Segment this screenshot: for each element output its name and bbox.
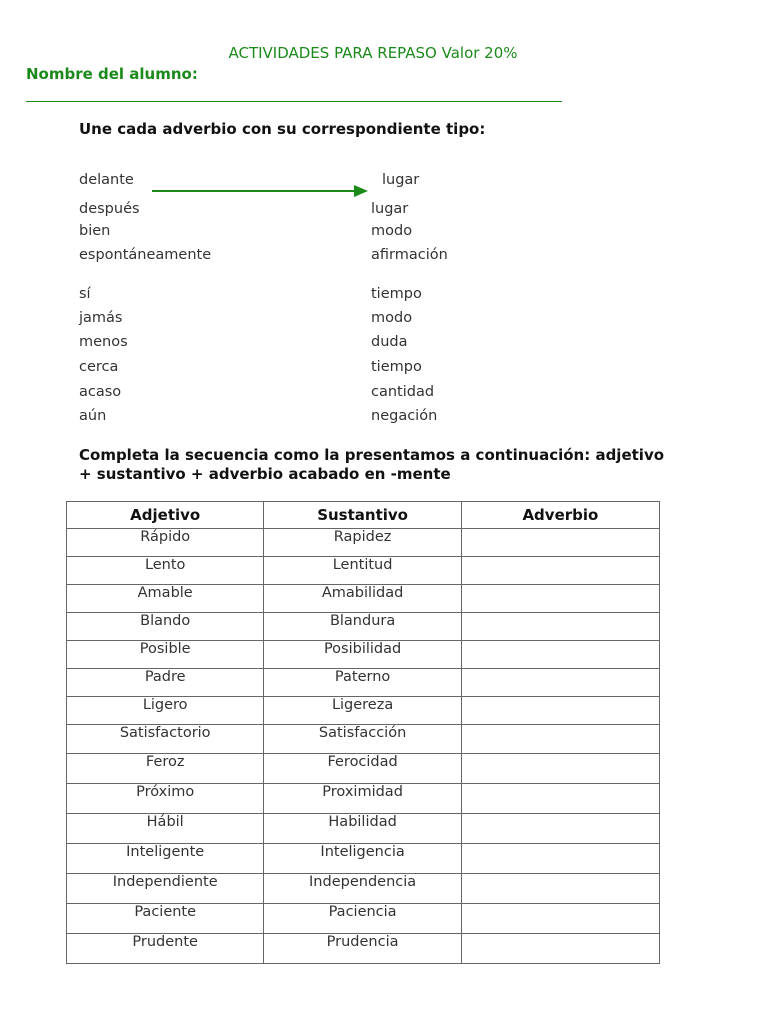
table-row [67,874,660,904]
adjective-cell: Independiente [67,874,264,904]
adverb-item: sí [79,286,91,302]
matching-instruction: Une cada adverbio con su correspondiente tipo: [79,120,486,138]
table-row [67,557,660,585]
adverb-type-item: lugar [382,172,420,188]
adjective-cell: Inteligente [67,844,264,874]
answer-cell[interactable] [461,585,659,613]
adverb-type-item: tiempo [371,359,422,375]
adjective-cell: Hábil [67,814,264,844]
adjective-cell: Prudente [67,934,264,964]
table-row [67,613,660,641]
adverb-item: jamás [79,310,123,326]
table-row [67,934,660,964]
adverb-item: delante [79,172,134,188]
noun-cell: Habilidad [264,814,461,844]
table-row [67,784,660,814]
table-row [67,725,660,754]
answer-cell[interactable] [461,641,659,669]
sequence-instruction: Completa la secuencia como la presentamos a continuación: adjetivo + sustantivo + adverbio acabado en -mente [79,446,665,483]
page-title: ACTIVIDADES PARA REPASO Valor 20% [228,44,518,62]
sequence-table [66,501,660,964]
column-header-adverbio: Adverbio [461,502,659,529]
table-row [67,844,660,874]
table-row [67,754,660,784]
adverb-type-item: modo [371,310,413,326]
table-header-row [67,502,660,529]
student-name-label: Nombre del alumno: [26,65,198,83]
answer-cell[interactable] [461,529,659,557]
noun-cell: Blandura [264,613,461,641]
adverb-type-item: lugar [371,201,409,217]
noun-cell: Prudencia [264,934,461,964]
noun-cell: Proximidad [264,784,461,814]
answer-cell[interactable] [461,874,659,904]
answer-cell[interactable] [461,754,659,784]
noun-cell: Inteligencia [264,844,461,874]
adverb-type-item: cantidad [371,384,435,400]
column-header-sustantivo: Sustantivo [264,502,461,529]
noun-cell: Ligereza [264,697,461,725]
adverb-item: acaso [79,384,122,400]
noun-cell: Paciencia [264,904,461,934]
adverb-type-item: tiempo [371,286,422,302]
adjective-cell: Blando [67,613,264,641]
adjective-cell: Padre [67,669,264,697]
adverb-item: cerca [79,359,119,375]
noun-cell: Paterno [264,669,461,697]
noun-cell: Independencia [264,874,461,904]
adjective-cell: Ligero [67,697,264,725]
column-header-adjetivo: Adjetivo [67,502,264,529]
adverb-item: bien [79,223,111,239]
answer-cell[interactable] [461,784,659,814]
answer-cell[interactable] [461,904,659,934]
answer-cell[interactable] [461,557,659,585]
answer-cell[interactable] [461,669,659,697]
adverb-type-item: negación [371,408,438,424]
noun-cell: Posibilidad [264,641,461,669]
noun-cell: Satisfacción [264,725,461,754]
adjective-cell: Feroz [67,754,264,784]
table-row [67,529,660,557]
table-row [67,669,660,697]
answer-cell[interactable] [461,844,659,874]
table-row [67,641,660,669]
adjective-cell: Rápido [67,529,264,557]
noun-cell: Ferocidad [264,754,461,784]
adverb-item: después [79,201,140,217]
adverb-type-item: modo [371,223,413,239]
adjective-cell: Lento [67,557,264,585]
adverb-type-item: duda [371,334,408,350]
adjective-cell: Paciente [67,904,264,934]
adjective-cell: Próximo [67,784,264,814]
noun-cell: Rapidez [264,529,461,557]
answer-cell[interactable] [461,814,659,844]
adjective-cell: Amable [67,585,264,613]
answer-cell[interactable] [461,725,659,754]
adverb-item: menos [79,334,128,350]
adverb-type-item: afirmación [371,247,448,263]
match-arrow-icon [150,181,372,201]
adjective-cell: Posible [67,641,264,669]
table-row [67,585,660,613]
adjective-cell: Satisfactorio [67,725,264,754]
adverb-item: espontáneamente [79,247,212,263]
noun-cell: Lentitud [264,557,461,585]
table-row [67,904,660,934]
answer-cell[interactable] [461,697,659,725]
table-row [67,814,660,844]
answer-cell[interactable] [461,613,659,641]
adverb-item: aún [79,408,107,424]
answer-cell[interactable] [461,934,659,964]
table-row [67,697,660,725]
student-name-line [26,101,562,102]
noun-cell: Amabilidad [264,585,461,613]
